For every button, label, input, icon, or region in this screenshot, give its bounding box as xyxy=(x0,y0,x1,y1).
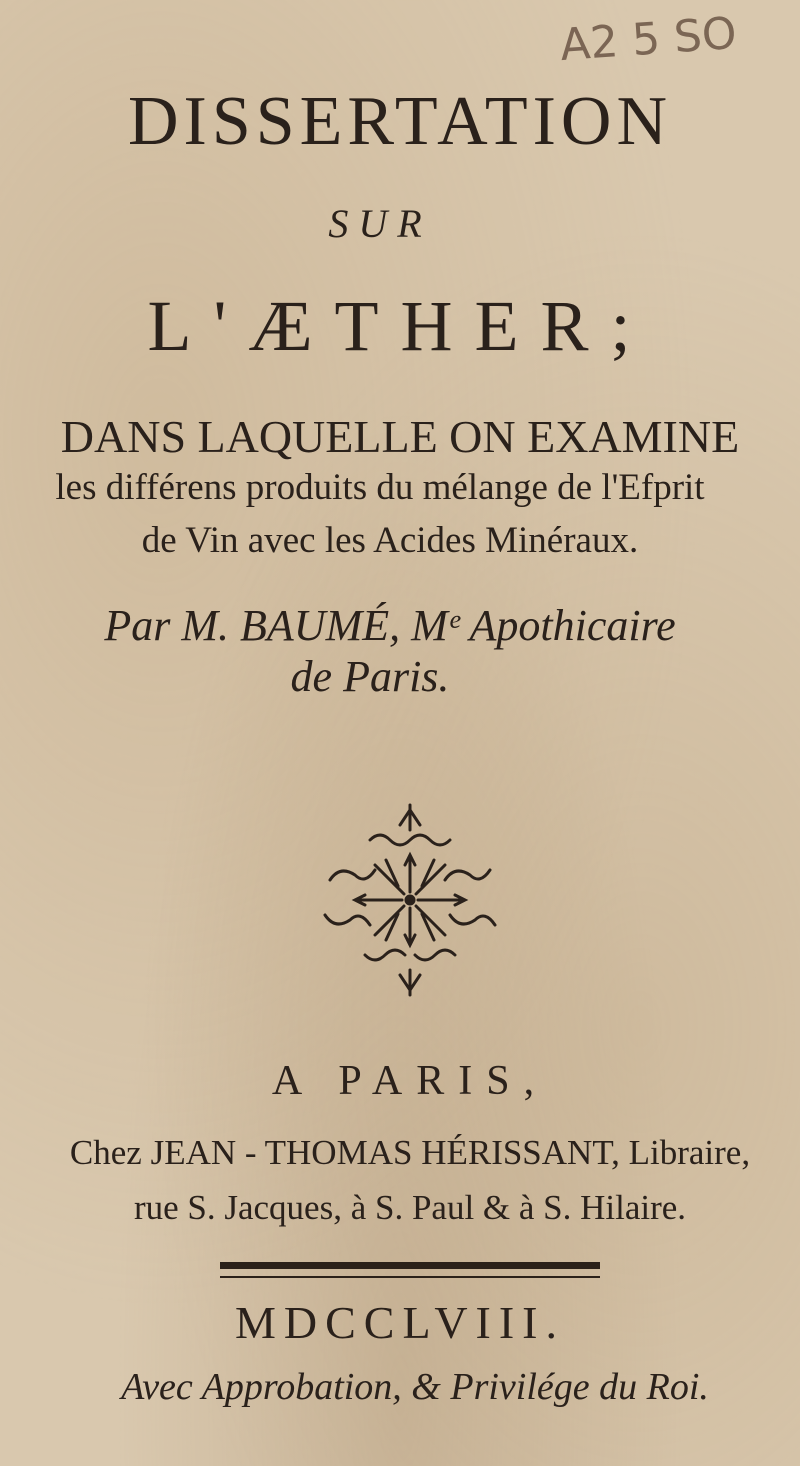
author-city: de Paris. xyxy=(290,652,450,701)
imprint-city: A PARIS, xyxy=(271,1058,549,1104)
shelfmark-annotation: A2 5 SO xyxy=(558,7,739,72)
subtitle-dans-laquelle: DANS LAQUELLE ON EXAMINE xyxy=(60,411,740,462)
author-line: Par M. BAUMÉ, Mᵉ Apothicaire xyxy=(104,601,676,650)
privilege-line: Avec Approbation, & Privilége du Roi. xyxy=(121,1366,709,1408)
double-rule-thin xyxy=(220,1276,600,1278)
subtitle-de-vin: de Vin avec les Acides Minéraux. xyxy=(141,520,639,561)
title-aether: L'ÆTHER; xyxy=(147,286,653,366)
subtitle-les-differens: les différens produits du mélange de l'Efprit xyxy=(55,467,705,508)
title-dissertation: DISSERTATION xyxy=(127,83,673,160)
printers-ornament-icon xyxy=(300,800,520,1000)
imprint-date: MDCCLVIII. xyxy=(234,1297,566,1348)
title-sur: SUR xyxy=(328,201,432,246)
double-rule-thick xyxy=(220,1262,600,1269)
imprint-publisher: Chez JEAN - THOMAS HÉRISSANT, Libraire, xyxy=(69,1133,751,1172)
imprint-address: rue S. Jacques, à S. Paul & à S. Hilaire. xyxy=(133,1188,687,1227)
